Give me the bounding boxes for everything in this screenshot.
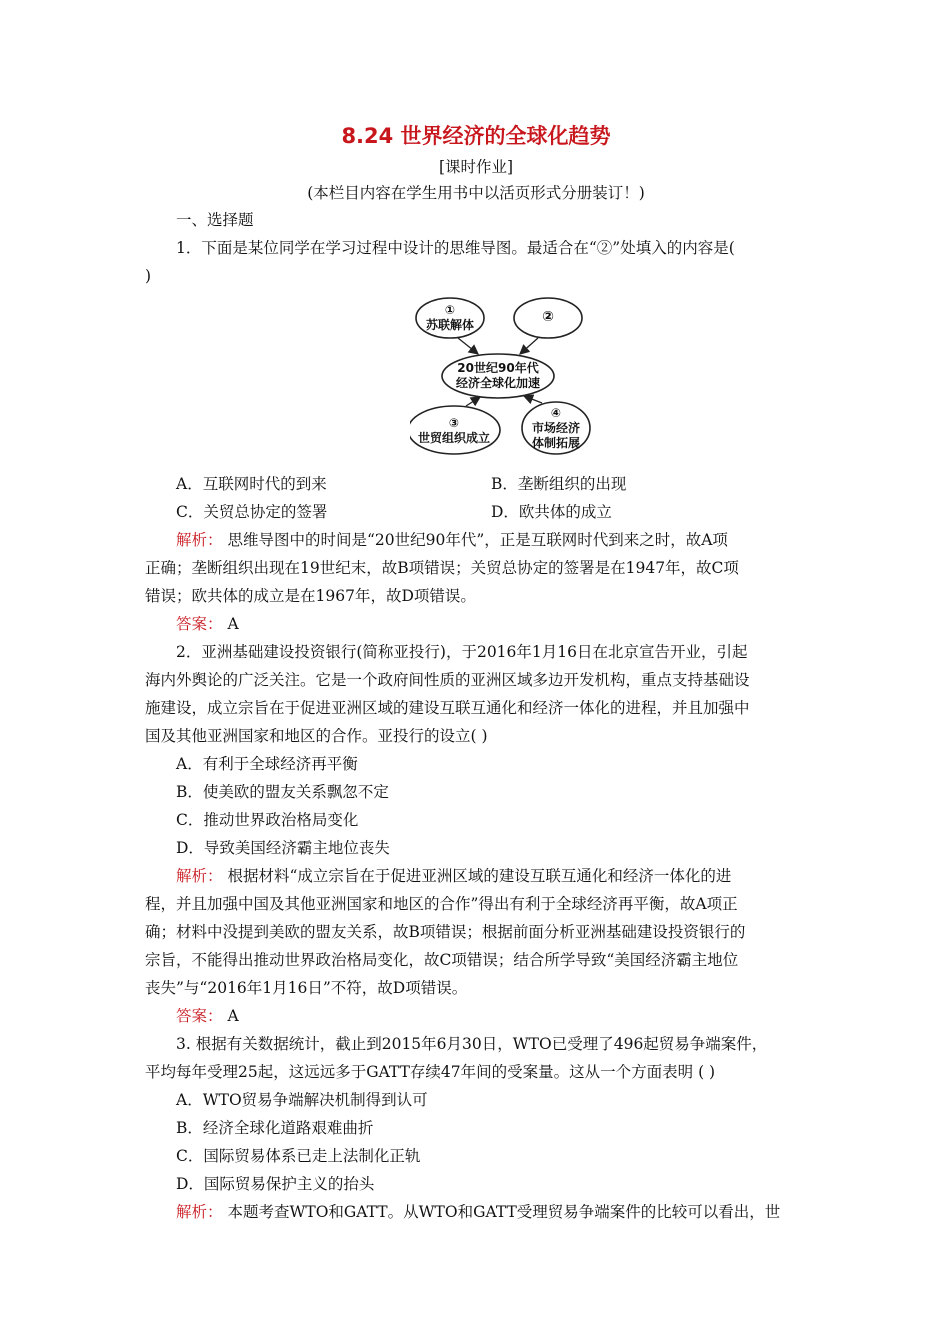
q1-option-d: D．欧共体的成立 <box>491 503 612 521</box>
q2-stem-line2: 海内外舆论的广泛关注。它是一个政府间性质的亚洲区域多边开发机构，重点支持基础设 <box>145 671 750 689</box>
q1-analysis-label: 解析： <box>176 531 223 549</box>
arrow-4 <box>524 396 542 403</box>
q2-analysis-line5: 丧失”与“2016年1月16日”不符，故D项错误。 <box>145 979 468 997</box>
q3-stem-line2: 平均每年受理25起，这远远多于GATT存续47年间的受案量。这从一个方面表明 ( ) <box>145 1063 716 1081</box>
q3-option-d: D．国际贸易保护主义的抬头 <box>176 1175 375 1193</box>
mind-map-diagram <box>410 296 630 466</box>
q1-stem-line1: 1．下面是某位同学在学习过程中设计的思维导图。最适合在“②”处填入的内容是( <box>176 239 735 257</box>
q3-option-c: C．国际贸易体系已走上法制化正轨 <box>176 1147 421 1165</box>
q3-analysis-label: 解析： <box>176 1203 223 1221</box>
node-3-label: ③ 世贸组织成立 <box>417 416 490 445</box>
q2-stem-line4: 国及其他亚洲国家和地区的合作。亚投行的设立( ) <box>145 727 488 745</box>
q2-answer-label: 答案： <box>176 1007 223 1025</box>
q3-option-a: A．WTO贸易争端解决机制得到认可 <box>176 1091 428 1109</box>
node-1-label: ① 苏联解体 <box>425 303 474 332</box>
q2-analysis-line2: 程，并且加强中国及其他亚洲国家和地区的合作”得出有利于全球经济再平衡，故A项正 <box>145 895 738 913</box>
subtitle: [课时作业] <box>438 158 514 176</box>
arrow-3 <box>466 397 480 406</box>
q2-analysis-line1: 解析： 根据材料“成立宗旨在于促进亚洲区域的建设互联互通化和经济一体化的进 <box>176 867 732 885</box>
q1-analysis-line2: 正确；垄断组织出现在19世纪末，故B项错误；关贸总协定的签署是在1947年，故C项 <box>145 559 739 577</box>
q2-analysis-line4: 宗旨，不能得出推动世界政治格局变化，故C项错误；结合所学导致“美国经济霸主地位 <box>145 951 739 969</box>
q2-option-a: A．有利于全球经济再平衡 <box>176 755 358 773</box>
q1-option-b: B．垄断组织的出现 <box>491 475 627 493</box>
node-2-label: ② <box>542 309 554 325</box>
node-4-label: ④ 市场经济 体制拓展 <box>531 406 580 450</box>
q2-option-b: B．使美欧的盟友关系飘忽不定 <box>176 783 389 801</box>
arrow-1 <box>458 338 478 354</box>
q2-option-d: D．导致美国经济霸主地位丧失 <box>176 839 390 857</box>
q3-stem-line1: 3. 根据有关数据统计，截止到2015年6月30日，WTO已受理了496起贸易争端案件， <box>176 1035 768 1053</box>
page-title: 8.24 世界经济的全球化趋势 <box>341 124 611 148</box>
q2-analysis-label: 解析： <box>176 867 223 885</box>
q1-analysis-line3: 错误；欧共体的成立是在1967年，故D项错误。 <box>145 587 476 605</box>
q2-analysis-line3: 确；材料中没提到美欧的盟友关系，故B项错误；根据前面分析亚洲基础建设投资银行的 <box>145 923 746 941</box>
q1-option-a: A．互联网时代的到来 <box>176 475 327 493</box>
q1-option-c: C．关贸总协定的签署 <box>176 503 328 521</box>
q1-stem-line2: ) <box>145 267 152 285</box>
q3-option-b: B．经济全球化道路艰难曲折 <box>176 1119 374 1137</box>
q1-options-row-2 <box>145 498 807 526</box>
binding-note: (本栏目内容在学生用书中以活页形式分册装订！) <box>307 184 645 202</box>
document-content <box>145 118 807 1226</box>
arrow-2 <box>520 338 538 354</box>
q1-analysis-line1: 解析： 思维导图中的时间是“20世纪90年代”，正是互联网时代到来之时，故A项 <box>176 531 728 549</box>
q2-stem-line1: 2．亚洲基础建设投资银行(简称亚投行)，于2016年1月16日在北京宣告开业，引起 <box>176 643 748 661</box>
q1-answer: 答案： A <box>176 615 239 633</box>
q2-option-c: C．推动世界政治格局变化 <box>176 811 359 829</box>
center-label: 20世纪90年代 经济全球化加速 <box>455 361 540 390</box>
q1-answer-label: 答案： <box>176 615 223 633</box>
q2-stem-line3: 施建设，成立宗旨在于促进亚洲区域的建设互联互通化和经济一体化的进程，并且加强中 <box>145 699 750 717</box>
q1-options-row-1 <box>145 470 807 498</box>
q2-answer: 答案： A <box>176 1007 239 1025</box>
section-heading: 一、选择题 <box>176 211 254 229</box>
q3-analysis-line1: 解析： 本题考查WTO和GATT。从WTO和GATT受理贸易争端案件的比较可以看出，世 <box>176 1203 781 1221</box>
